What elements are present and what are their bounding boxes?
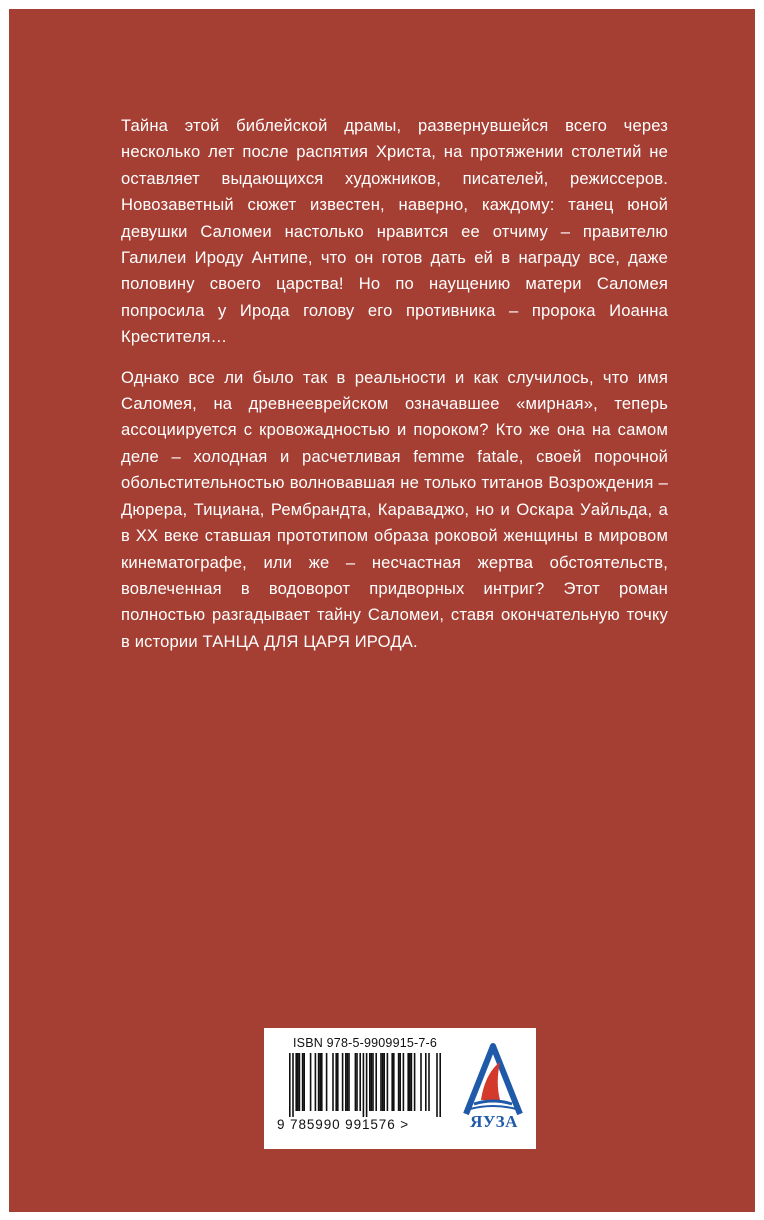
barcode-bar [315, 1053, 317, 1111]
barcode-bar [321, 1053, 323, 1111]
barcode-bar [292, 1053, 294, 1117]
barcode-bar [289, 1053, 291, 1117]
barcode-icon [278, 1053, 454, 1117]
back-cover [9, 9, 755, 1212]
barcode-bar [375, 1053, 377, 1111]
publisher-name: ЯУЗА [470, 1112, 518, 1131]
barcode-bar [380, 1053, 382, 1111]
barcode-bar [428, 1053, 430, 1111]
barcode-bar [391, 1053, 393, 1111]
barcode-bar [411, 1053, 413, 1111]
barcode-bar [332, 1053, 334, 1111]
barcode-bar [383, 1053, 385, 1111]
annotation-text [121, 113, 668, 669]
barcode-bar [436, 1053, 438, 1117]
barcode-panel [264, 1028, 536, 1149]
ean-digits: 9 785990 991576 > [277, 1117, 410, 1132]
barcode-bar [342, 1053, 344, 1111]
barcode-bar [387, 1053, 389, 1111]
barcode-bar [345, 1053, 347, 1111]
barcode-bar [337, 1053, 339, 1111]
barcode-bar [398, 1053, 400, 1111]
barcode-bar [399, 1053, 401, 1111]
barcode-bar [363, 1053, 365, 1117]
barcode-bar [335, 1053, 337, 1111]
isbn-label: ISBN 978-5-9909915-7-6 [293, 1036, 438, 1050]
barcode-bar [372, 1053, 374, 1111]
barcode-bar [297, 1053, 299, 1111]
barcode-bar [303, 1053, 305, 1111]
barcode-bar [369, 1053, 371, 1111]
barcode-bar [299, 1053, 301, 1111]
barcode-bar [347, 1053, 349, 1111]
barcode-bar [371, 1053, 373, 1111]
barcode-bar [407, 1053, 409, 1111]
barcode-bar [359, 1053, 361, 1111]
barcode-bar [355, 1053, 357, 1111]
barcode-bar [425, 1053, 427, 1111]
barcode-bar [409, 1053, 411, 1111]
barcode-bar [439, 1053, 441, 1117]
barcode-bar [348, 1053, 350, 1111]
barcode-bar [366, 1053, 368, 1117]
annotation-paragraph-1: Тайна этой библейской драмы, развернувшейся всего через несколько лет после распятия Христа, на протяжении столетий не оставляет выдающихся художников, писателей, режиссеров. Новозаветный сюжет известен, наверно, каждому: танец юной девушки Саломеи настолько нравится ее отчиму – правителю Галилеи Ироду Антипе, что он готов дать ей в награду все, даже половину своего царства! Но по наущению матери Саломея попросила у Ирода голову его противника – пророка Иоанна Крестителя… [121, 116, 668, 347]
barcode-bar [393, 1053, 395, 1111]
barcode-bar [302, 1053, 304, 1111]
barcode-bar [318, 1053, 320, 1111]
barcode-bar [295, 1053, 297, 1111]
annotation-paragraph-2: Однако все ли было так в реальности и как случилось, что имя Саломея, на древнееврейском означавшее «мирная», теперь ассоциируется с кровожадностью и пороком? Кто же она на самом деле – холодная и расчетливая femme fatale, своей порочной обольстительностью волновавшая не только титанов Возрождения – Дюрера, Тициана, Рембрандта, Караваджо, но и Оскара Уайльда, а в XX веке ставшая прототипом образа роковой женщины в мировом кинематографе, или же – несчастная жертва обстоятельств, вовлеченная в водоворот придворных интриг? Этот роман полностью разгадывает тайну Саломеи, ставя окончательную точку в истории ТАНЦА ДЛЯ ЦАРЯ ИРОДА. [121, 367, 668, 651]
barcode-bar [420, 1053, 422, 1111]
barcode-bar [310, 1053, 312, 1111]
barcode-bar [414, 1053, 416, 1111]
barcode-bar [356, 1053, 358, 1111]
barcode-bar [319, 1053, 321, 1111]
barcode-bar [326, 1053, 328, 1111]
barcode-bar [382, 1053, 384, 1111]
barcode-bar [403, 1053, 405, 1111]
